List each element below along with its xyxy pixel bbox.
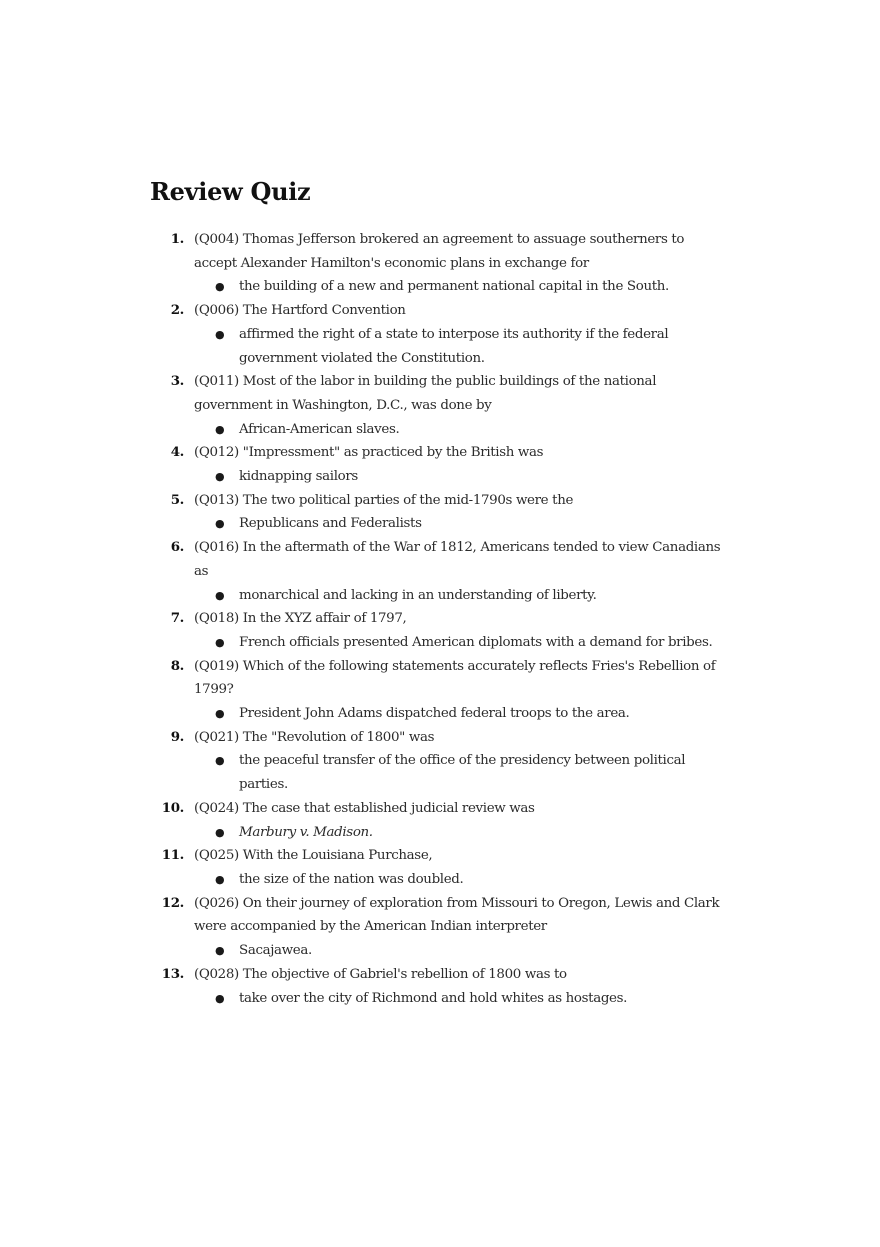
answer-text: Sacajawea. bbox=[239, 943, 312, 959]
question-number: 2. bbox=[170, 302, 184, 319]
question-number: 3. bbox=[170, 373, 184, 390]
question-item bbox=[150, 441, 730, 488]
bullet-icon: ● bbox=[215, 588, 225, 602]
question-item bbox=[150, 299, 730, 370]
question-text: (Q025) With the Louisiana Purchase, bbox=[194, 848, 433, 864]
question-text: (Q018) In the XYZ affair of 1797, bbox=[194, 611, 407, 627]
answer-text: affirmed the right of a state to interpose its authority if the federal government violated the Constitution. bbox=[239, 326, 669, 366]
question-number: 12. bbox=[161, 894, 184, 911]
answer-item bbox=[194, 323, 730, 370]
question-text: (Q024) The case that established judicial review was bbox=[194, 800, 535, 816]
answer-list bbox=[194, 631, 730, 655]
page-title: Review Quiz bbox=[150, 177, 311, 206]
answer-list bbox=[194, 512, 730, 536]
bullet-icon: ● bbox=[215, 872, 225, 886]
question-text: (Q026) On their journey of exploration from Missouri to Oregon, Lewis and Clark were accompanied by the American Indian interpreter bbox=[194, 895, 720, 935]
answer-list bbox=[194, 275, 730, 299]
question-number: 6. bbox=[170, 539, 184, 556]
question-text: (Q019) Which of the following statements accurately reflects Fries's Rebellion of 1799? bbox=[194, 658, 716, 698]
question-number: 1. bbox=[170, 231, 184, 247]
question-text: (Q028) The objective of Gabriel's rebellion of 1800 was to bbox=[194, 966, 567, 982]
question-number: 10. bbox=[161, 799, 184, 816]
question-item bbox=[150, 536, 730, 607]
answer-text: President John Adams dispatched federal troops to the area. bbox=[239, 706, 630, 722]
question-item bbox=[150, 655, 730, 726]
answer-list bbox=[194, 868, 730, 892]
question-number: 11. bbox=[161, 847, 184, 864]
answer-list bbox=[194, 987, 730, 1011]
bullet-icon: ● bbox=[215, 754, 225, 768]
bullet-icon: ● bbox=[215, 280, 225, 294]
question-text: (Q011) Most of the labor in building the public buildings of the national government in Washington, D.C., was done by bbox=[194, 374, 657, 413]
answer-text: Marbury v. Madison. bbox=[239, 824, 373, 840]
question-text: (Q013) The two political parties of the mid-1790s were the bbox=[194, 492, 574, 508]
answer-list bbox=[194, 418, 730, 442]
bullet-icon: ● bbox=[215, 422, 225, 436]
document-page bbox=[150, 176, 730, 1010]
answer-list bbox=[194, 465, 730, 489]
answer-item bbox=[194, 465, 730, 489]
answer-text: French officials presented American diplomats with a demand for bribes. bbox=[239, 634, 713, 650]
question-item bbox=[150, 844, 730, 891]
answer-text: the peaceful transfer of the office of the presidency between political parties. bbox=[239, 753, 686, 793]
question-number: 13. bbox=[161, 965, 184, 982]
answer-list bbox=[194, 939, 730, 963]
question-text: (Q021) The "Revolution of 1800" was bbox=[194, 729, 435, 745]
question-text: (Q004) Thomas Jefferson brokered an agreement to assuage southerners to accept Alexander Hamilton's economic plans in exchange for bbox=[194, 232, 685, 271]
answer-item bbox=[194, 868, 730, 892]
answer-item bbox=[194, 749, 730, 796]
question-number: 5. bbox=[170, 491, 184, 508]
answer-item bbox=[194, 631, 730, 655]
question-number: 7. bbox=[170, 610, 184, 627]
question-number: 8. bbox=[170, 657, 184, 674]
bullet-icon: ● bbox=[215, 327, 225, 341]
question-number: 4. bbox=[170, 444, 184, 461]
bullet-icon: ● bbox=[215, 470, 225, 484]
question-text: (Q006) The Hartford Convention bbox=[194, 303, 406, 319]
answer-item bbox=[194, 939, 730, 963]
answer-item bbox=[194, 512, 730, 536]
bullet-icon: ● bbox=[215, 635, 225, 649]
answer-text: the building of a new and permanent national capital in the South. bbox=[239, 279, 669, 295]
answer-item bbox=[194, 584, 730, 608]
answer-item bbox=[194, 275, 730, 299]
answer-text: kidnapping sailors bbox=[239, 469, 358, 485]
question-item bbox=[150, 726, 730, 797]
answer-item bbox=[194, 418, 730, 442]
answer-list bbox=[194, 323, 730, 370]
answer-list bbox=[194, 702, 730, 726]
question-item bbox=[150, 963, 730, 1010]
answer-text: the size of the nation was doubled. bbox=[239, 871, 464, 887]
answer-item bbox=[194, 821, 730, 845]
question-number: 9. bbox=[170, 728, 184, 745]
answer-text: take over the city of Richmond and hold whites as hostages. bbox=[239, 990, 628, 1006]
question-item bbox=[150, 607, 730, 654]
bullet-icon: ● bbox=[215, 707, 225, 721]
answer-text: Republicans and Federalists bbox=[239, 516, 422, 532]
answer-list bbox=[194, 821, 730, 845]
question-item bbox=[150, 797, 730, 844]
answer-list bbox=[194, 749, 730, 796]
bullet-icon: ● bbox=[215, 991, 225, 1005]
quiz-list bbox=[150, 228, 730, 1010]
question-item bbox=[150, 228, 730, 299]
answer-item bbox=[194, 987, 730, 1011]
question-item bbox=[150, 892, 730, 963]
answer-item bbox=[194, 702, 730, 726]
question-item bbox=[150, 370, 730, 441]
bullet-icon: ● bbox=[215, 944, 225, 958]
answer-list bbox=[194, 584, 730, 608]
question-text: (Q016) In the aftermath of the War of 1812, Americans tended to view Canadians as bbox=[194, 540, 721, 579]
bullet-icon: ● bbox=[215, 517, 225, 531]
answer-text: African-American slaves. bbox=[239, 421, 400, 437]
question-item bbox=[150, 489, 730, 536]
bullet-icon: ● bbox=[215, 825, 225, 839]
question-text: (Q012) "Impressment" as practiced by the British was bbox=[194, 445, 544, 461]
answer-text: monarchical and lacking in an understanding of liberty. bbox=[239, 587, 597, 603]
